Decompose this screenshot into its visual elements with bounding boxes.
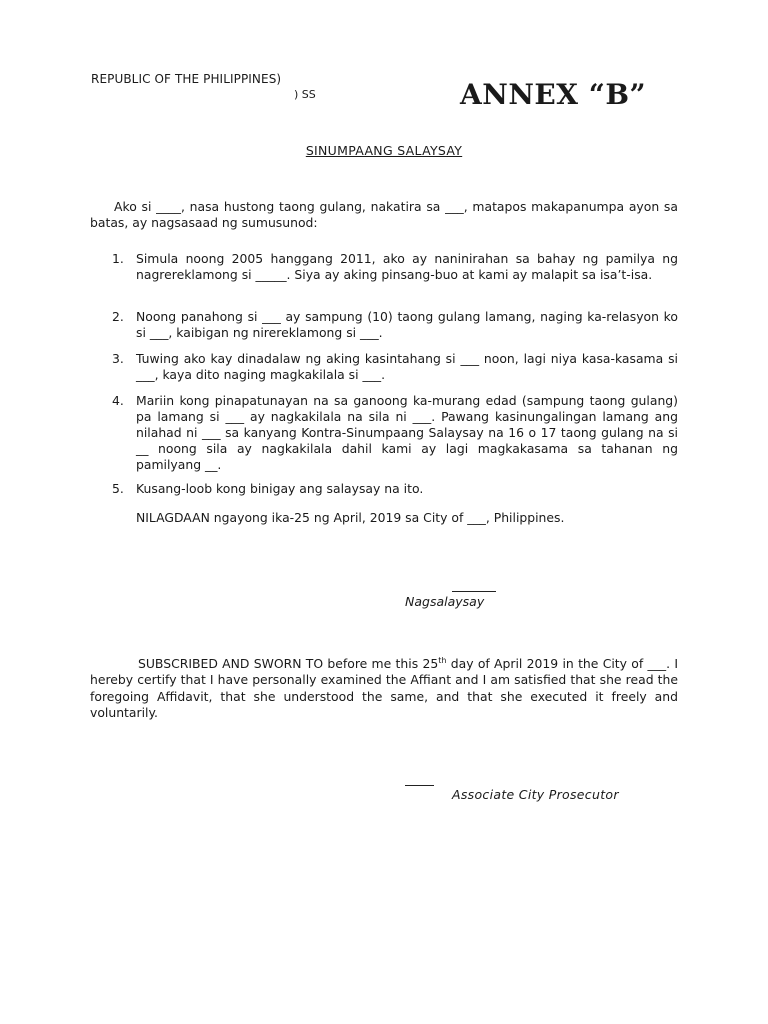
intro-text: Ako si ____, nasa hustong taong gulang, nakatira sa ___, matapos makapanumpa ayon sa batas, ay nagsasaad ng sumusunod:: [90, 199, 678, 230]
affiant-signature-line: [452, 591, 496, 592]
republic-header: REPUBLIC OF THE PHILIPPINES): [91, 72, 282, 86]
item-text: Kusang-loob kong binigay ang salaysay na ito.: [136, 481, 424, 496]
list-item: [112, 309, 678, 341]
list-item: [112, 351, 678, 383]
prosecutor-signature-line: [405, 785, 434, 786]
item-number: 2.: [112, 309, 124, 324]
signed-statement: NILAGDAAN ngayong ika-25 ng April, 2019 sa City of ___, Philippines.: [136, 510, 565, 525]
item-number: 1.: [112, 251, 124, 266]
affiant-label: Nagsalaysay: [405, 594, 485, 609]
list-item: [112, 481, 678, 497]
jurat-paragraph: [90, 656, 678, 722]
document-title: SINUMPAANG SALAYSAY: [305, 143, 463, 158]
list-item: [112, 251, 678, 283]
jurat-text-end: day of April 2019 in the City of ___. I hereby certify that I have personally examined the Affiant and I am satisfied that she read the foregoing Affidavit, that she understood the same, and that she executed it freely and voluntarily.: [90, 656, 678, 721]
document-title-wrap: [0, 143, 768, 158]
item-number: 5.: [112, 481, 124, 496]
intro-paragraph: [90, 199, 678, 231]
item-text: Tuwing ako kay dinadalaw ng aking kasintahang si ___ noon, lagi niya kasa-kasama si ___, kaya dito naging magkakilala si ___.: [136, 351, 678, 382]
item-text: Simula noong 2005 hanggang 2011, ako ay naninirahan sa bahay ng pamilya ng nagrereklamong si _____. Siya ay aking pinsang-buo at kami ay malapit sa isa’t-isa.: [136, 251, 678, 282]
ss-label: ) SS: [294, 88, 316, 101]
annex-title: ANNEX “B”: [460, 78, 647, 111]
jurat-ordinal-suffix: th: [438, 655, 447, 665]
list-item: [112, 393, 678, 473]
item-text: Mariin kong pinapatunayan na sa ganoong ka-murang edad (sampung taong gulang) pa lamang si ___ ay nagkakilala na sila ni ___. Pawang kasinungalingan lamang ang nilahad ni ___ sa kanyang Kontra-Sinumpaang Salaysay na 16 o 17 taong gulang na si __ noong sila ay nagkakilala dahil kami ay lagi magkakasama sa tahanan ng pamilyang __.: [136, 393, 678, 472]
item-number: 4.: [112, 393, 124, 408]
item-number: 3.: [112, 351, 124, 366]
prosecutor-label: Associate City Prosecutor: [452, 787, 619, 802]
item-text: Noong panahong si ___ ay sampung (10) taong gulang lamang, naging ka-relasyon ko si ___, kaibigan ng nirereklamong si ___.: [136, 309, 678, 340]
jurat-text-start: SUBSCRIBED AND SWORN TO before me this 25: [138, 656, 439, 671]
